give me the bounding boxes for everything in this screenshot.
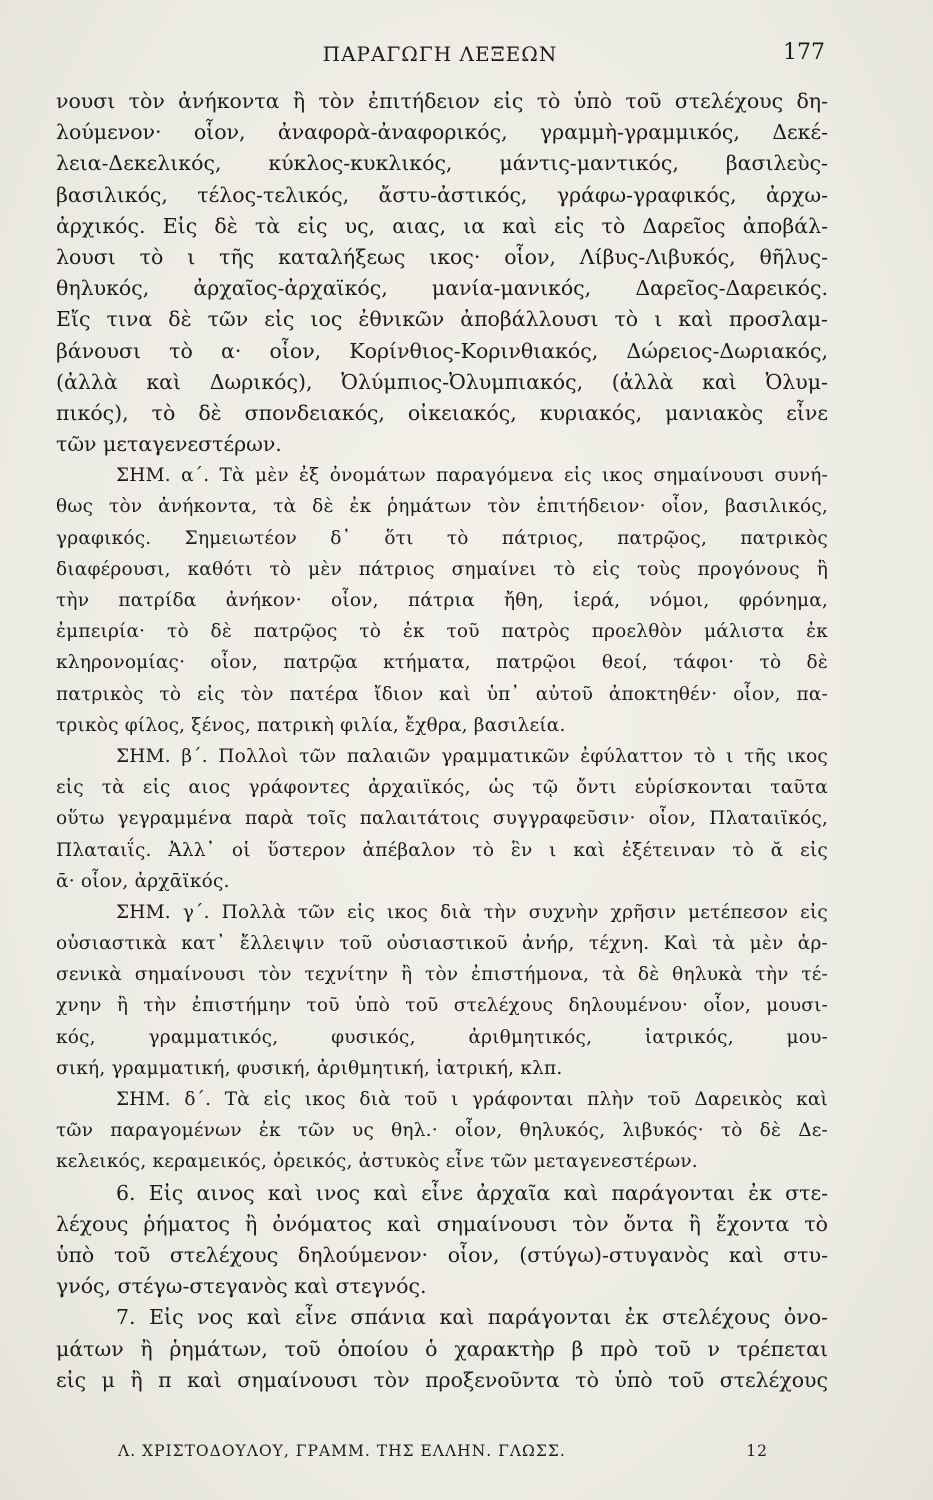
text-line: λεια-Δεκελικός, κύκλος-κυκλικός, μάντις-μαντικός, βασιλεὺς- <box>56 151 828 176</box>
text-line: σενικὰ σημαίνουσι τὸν τεχνίτην ἢ τὸν ἐπιστήμονα, τὰ δὲ θηλυκὰ τὴν τέ- <box>56 964 828 986</box>
text-line: τρικὸς φίλος, ξένος, πατρικὴ φιλία, ἔχθρα, βασιλεία. <box>56 714 566 736</box>
text-line: 6. Εἰς αινος καὶ ινος καὶ εἶνε ἀρχαῖα καὶ παράγονται ἐκ στε- <box>116 1180 828 1205</box>
text-line: τὴν πατρίδα ἀνήκον· οἷον, πάτρια ἤθη, ἱερά, νόμοι, φρόνημα, <box>56 590 828 611</box>
text-line: νουσι τὸν ἀνήκοντα ἢ τὸν ἐπιτήδειον εἰς τὸ ὑπὸ τοῦ στελέχους δη- <box>56 89 828 113</box>
text-line: Εἴς τινα δὲ τῶν εἰς ιος ἐθνικῶν ἀποβάλλουσι τὸ ι καὶ προσλαμ- <box>56 307 828 332</box>
page-number: 177 <box>783 40 825 65</box>
text-line: ἀρχικός. Εἰς δὲ τὰ εἰς υς, αιας, ια καὶ εἰς τὸ Δαρεῖος ἀποβάλ- <box>56 213 828 238</box>
text-line: κός, γραμματικός, φυσικός, ἀριθμητικός, ἰατρικός, μου- <box>56 1026 828 1048</box>
page-header <box>55 42 825 82</box>
text-line: πατρικὸς τὸ εἰς τὸν πατέρα ἴδιον καὶ ὑπ᾽ αὐτοῦ ἀποκτηθέν· οἷον, πα- <box>56 683 828 705</box>
text-line: λέχους ῥήματος ἢ ὀνόματος καὶ σημαίνουσι τὸν ὄντα ἢ ἔχοντα τὸ <box>56 1211 828 1236</box>
body-text <box>56 86 828 1396</box>
text-line: χνην ἢ τὴν ἐπιστήμην τοῦ ὑπὸ τοῦ στελέχους δηλουμένου· οἷον, μουσι- <box>56 995 828 1017</box>
text-line: τῶν μεταγενεστέρων. <box>56 432 282 457</box>
text-line: Πλαταιΐς. Ἀλλ᾽ οἱ ὕστερον ἀπέβαλον τὸ ἓν ι καὶ ἐξέτειναν τὸ ᾰ εἰς <box>56 839 828 861</box>
text-line: βάνουσι τὸ α· οἷον, Κορίνθιος-Κορινθιακός, Δώρειος-Δωριακός, <box>56 338 828 363</box>
text-line: ΣΗΜ. α΄. Τὰ μὲν ἐξ ὀνομάτων παραγόμενα εἰς ικος σημαίνουσι συνή- <box>116 465 828 487</box>
text-line: πικός), τὸ δὲ σπονδειακός, οἰκειακός, κυριακός, μανιακὸς εἶνε <box>56 400 828 425</box>
text-line: θως τὸν ἀνήκοντα, τὰ δὲ ἐκ ῥημάτων τὸν ἐπιτήδειον· οἷον, βασιλικός, <box>56 496 828 518</box>
text-line: οὐσιαστικὰ κατ᾽ ἔλλειψιν τοῦ οὐσιαστικοῦ ἀνήρ, τέχνη. Καὶ τὰ μὲν ἀρ- <box>56 933 828 955</box>
text-line: τῶν παραγομένων ἐκ τῶν υς θηλ.· οἷον, θηλυκός, λιβυκός· τὸ δὲ Δε- <box>56 1120 828 1142</box>
footer-sheet-number: 12 <box>746 1442 768 1460</box>
text-line: κληρονομίας· οἷον, πατρῷα κτήματα, πατρῷοι θεοί, τάφοι· τὸ δὲ <box>56 652 828 674</box>
text-line: γραφικός. Σημειωτέον δ᾽ ὅτι τὸ πάτριος, πατρῷος, πατρικὸς <box>56 527 828 549</box>
text-line: ἐμπειρία· τὸ δὲ πατρῷος τὸ ἐκ τοῦ πατρὸς προελθὸν μάλιστα ἐκ <box>56 621 828 643</box>
text-line: εἰς μ ἢ π καὶ σημαίνουσι τὸν προξενοῦντα τὸ ὑπὸ τοῦ στελέχους <box>56 1367 828 1392</box>
text-line: ὑπὸ τοῦ στελέχους δηλούμενον· οἷον, (στύγω)-στυγανὸς καὶ στυ- <box>56 1242 828 1267</box>
text-line: λουσι τὸ ι τῆς καταλήξεως ικος· οἷον, Λίβυς-Λιβυκός, θῆλυς- <box>56 244 828 269</box>
text-line: ΣΗΜ. β΄. Πολλοὶ τῶν παλαιῶν γραμματικῶν ἐφύλαττον τὸ ι τῆς ικος <box>116 745 828 767</box>
text-line: ᾱ· οἷον, ἀρχᾱϊκός. <box>56 870 230 892</box>
text-line: (ἀλλὰ καὶ Δωρικός), Ὀλύμπιος-Ὀλυμπιακός, (ἀλλὰ καὶ Ὀλυμ- <box>56 369 828 394</box>
text-line: ΣΗΜ. δ΄. Τὰ εἰς ικος διὰ τοῦ ι γράφονται πλὴν τοῦ Δαρεικὸς καὶ <box>116 1089 828 1110</box>
page-footer <box>118 1442 768 1466</box>
text-line: μάτων ἢ ῥημάτων, τοῦ ὁποίου ὁ χαρακτὴρ β πρὸ τοῦ ν τρέπεται <box>56 1336 828 1361</box>
text-line: ΣΗΜ. γ΄. Πολλὰ τῶν εἰς ικος διὰ τὴν συχνὴν χρῆσιν μετέπεσον εἰς <box>116 901 828 923</box>
text-line: βασιλικός, τέλος-τελικός, ἄστυ-ἀστικός, γράφω-γραφικός, ἀρχω- <box>56 182 828 207</box>
text-line: σική, γραμματική, φυσική, ἀριθμητική, ἰατρική, κλπ. <box>56 1057 563 1079</box>
text-line: διαφέρουσι, καθότι τὸ μὲν πάτριος σημαίνει τὸ εἰς τοὺς προγόνους ἢ <box>56 558 828 580</box>
text-line: λούμενον· οἷον, ἀναφορὰ-ἀναφορικός, γραμμὴ-γραμμικός, Δεκέ- <box>56 120 828 145</box>
text-line: εἰς τὰ εἰς αιος γράφοντες ἀρχαιϊκός, ὡς τῷ ὄντι εὑρίσκονται ταῦτα <box>56 777 828 799</box>
text-line: θηλυκός, ἀρχαῖος-ἀρχαϊκός, μανία-μανικός, Δαρεῖος-Δαρεικός. <box>56 276 828 301</box>
running-title: ΠΑΡΑΓΩΓΗ ΛΕΞΕΩΝ <box>322 42 558 66</box>
footer-signature: Λ. ΧΡΙΣΤΟΔΟΥΛΟΥ, ΓΡΑΜΜ. ΤΗΣ ΕΛΛΗΝ. ΓΛΩΣΣ. <box>118 1442 566 1460</box>
text-line: 7. Εἰς νος καὶ εἶνε σπάνια καὶ παράγονται ἐκ στελέχους ὀνο- <box>116 1305 828 1330</box>
text-line: κελεικός, κεραμεικός, ὀρεικός, ἀστυκὸς εἶνε τῶν μεταγενεστέρων. <box>56 1151 698 1173</box>
text-line: γνός, στέγω-στεγανὸς καὶ στεγνός. <box>56 1274 427 1299</box>
text-line: οὕτω γεγραμμένα παρὰ τοῖς παλαιτάτοις συγγραφεῦσιν· οἷον, Πλαταιϊκός, <box>56 808 828 830</box>
